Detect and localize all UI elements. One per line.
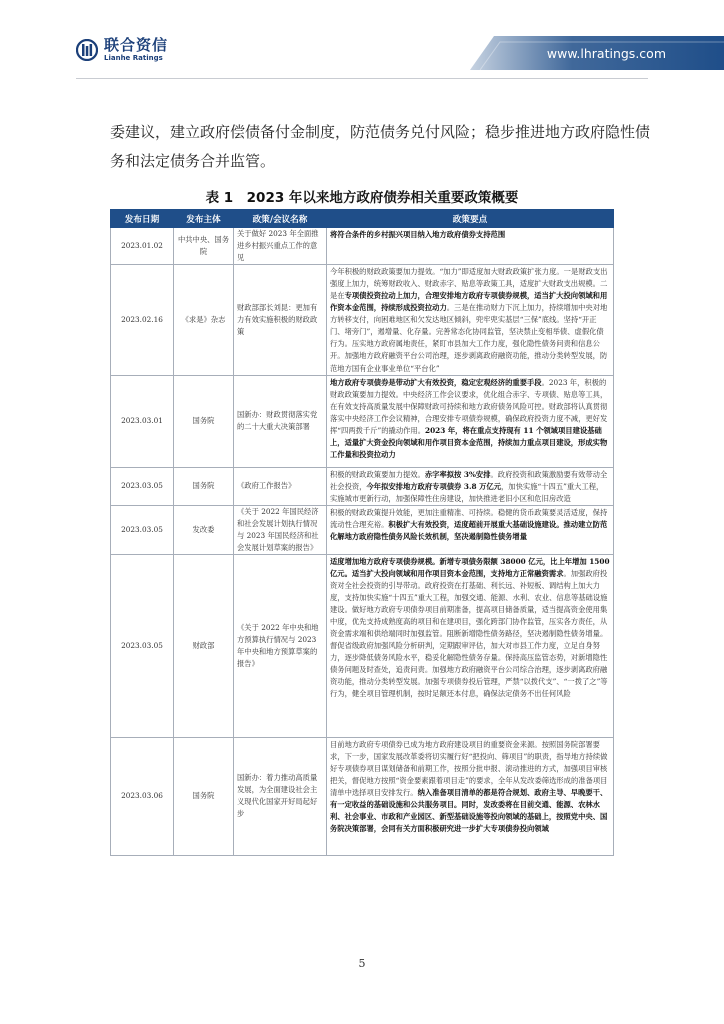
cell-policy-name: 《关于 2022 年国民经济和社会发展计划执行情况与 2023 年国民经济和社会发展计划草案的报告》 (234, 505, 327, 554)
cell-policy-name: 关于做好 2023 年全面推进乡村振兴重点工作的意见 (234, 228, 327, 265)
cell-policy-points (327, 375, 614, 467)
policy-point-bold: 地方政府专项债券是带动扩大有效投资，稳定宏观经济的重要手段 (330, 377, 542, 387)
cell-policy-points (327, 467, 614, 505)
policy-point-text: 。政府投资和政策激励要有效带动全社会投资， (330, 469, 608, 491)
cell-issuer: 国务院 (174, 737, 234, 855)
column-header-policy-points: 政策要点 (327, 210, 614, 228)
cell-date: 2023.03.05 (111, 467, 174, 505)
cell-date: 2023.03.05 (111, 554, 174, 737)
cell-policy-name: 财政部部长刘昆：更加有力有效实施积极的财政政策 (234, 265, 327, 375)
policy-point-text: 积极的财政政策要加力提效。 (330, 469, 425, 479)
policy-point-text: 。2023 年，积极的财政政策要加力提效。中央经济工作会议要求，优化组合赤字、专项债、贴息等工具，在有效支持高质量发展中保障财政可持续和地方政府债务风险可控。财政部将认真贯彻落实中央经济工作会议精神，合理安排专项债券规模，确保政府投资力度不减，更好发挥“四两拨千斤”的撬动作用。 (330, 377, 608, 435)
column-header-date: 发布日期 (111, 210, 174, 228)
policy-point-text: 目前地方政府专项债券已成为地方政府建设项目的重要资金来源。按照国务院部署要求，下一步，国家发展改革委将切实履行好“把投向、筛项目”的职责，指导地方持续做好专项债券项目谋划储备和前期工作，按照分批申报、滚动推进的方式，加强项目审核把关，督促地方按照“资金要素跟着项目走”的要求，全年从发改委筛选形成的准备项目清单中选择项目安排发行。 (330, 739, 608, 798)
cell-issuer: 中共中央、国务院 (174, 228, 234, 265)
policy-point-bold: 积极扩大有效投资，适度超前开展重大基础设施建设。推动建立防范化解地方政府隐性债务风险长效机制，坚决遏制隐性债务增量 (330, 519, 608, 541)
policy-point-text: 积极的财政政策提升效能，更加注重精准、可持续。稳健的货币政策要灵活适度，保持流动性合理充裕。 (330, 507, 608, 529)
cell-policy-name: 国新办：着力推动高质量发展，为全面建设社会主义现代化国家开好局起好步 (234, 737, 327, 855)
column-header-issuer: 发布主体 (174, 210, 234, 228)
policy-point-bold: 专项债投资拉动上加力，合理安排地方政府专项债券规模，适当扩大投向领域和用作资本金范围，持续形成投资拉动力 (330, 291, 608, 313)
policy-point-bold: 今年拟安排地方政府专项债券 3.8 万亿元 (366, 481, 502, 491)
cell-policy-name: 《关于 2022 年中央和地方预算执行情况与 2023 年中央和地方预算草案的报告》 (234, 554, 327, 737)
table-row (111, 737, 614, 855)
table-row (111, 554, 614, 737)
intro-paragraph: 委建议，建立政府偿债备付金制度，防范债务兑付风险；稳步推进地方政府隐性债务和法定债务合并监管。 (110, 123, 651, 170)
table-row (111, 375, 614, 467)
table-row (111, 228, 614, 265)
cell-date: 2023.02.16 (111, 265, 174, 375)
cell-policy-points (327, 265, 614, 375)
cell-issuer: 发改委 (174, 505, 234, 554)
cell-issuer: 《求是》杂志 (174, 265, 234, 375)
cell-issuer: 国务院 (174, 467, 234, 505)
policy-point-text: ，加快实施“十四五”重大工程，实施城市更新行动，加强保障性住房建设，加快推进老旧小区和危旧房改造 (330, 481, 604, 503)
cell-policy-points (327, 505, 614, 554)
table-row (111, 467, 614, 505)
table-body (111, 228, 614, 856)
policy-point-text: 。三是在推动财力下沉上加力，持续增加中央对地方转移支付，向困难地区和欠发达地区倾斜，兜牢兜实基层“三保”底线。坚持“开正门、堵旁门”，遏增量、化存量。完善常态化协同监管，坚决禁止变相举债、虚假化债行为。压实地方政府属地责任，紧盯市县加大工作力度，强化隐性债务问责和信息公开。加强地方政府融资平台公司治理，逐步剥离政府融资功能，推动分类转型发展，防范地方国有企业事业单位“平台化” (330, 303, 608, 373)
logo-chinese-name: 联合资信 (104, 36, 169, 54)
column-header-policy-name: 政策/会议名称 (234, 210, 327, 228)
policy-point-text: 今年积极的财政政策要加力提效。“加力”即适度加大财政政策扩张力度。一是财政支出强度上加力，统筹财政收入、财政赤字、贴息等政策工具，适度扩大财政支出规模。二是在 (330, 267, 608, 301)
cell-policy-name: 《政府工作报告》 (234, 467, 327, 505)
policy-table-wrapper (110, 209, 613, 856)
website-url[interactable]: www.lhratings.com (546, 46, 666, 61)
header-divider (76, 78, 648, 79)
page-number: 5 (358, 957, 366, 970)
logo-mark-icon (76, 39, 98, 61)
cell-policy-name: 国新办：财政贯彻落实党的二十大重大决策部署 (234, 375, 327, 467)
cell-policy-points (327, 737, 614, 855)
cell-policy-points (327, 554, 614, 737)
policy-point-bold: 2023 年，将在重点支持现有 11 个领域项目建设基础上，适量扩大资金投向领域和用作项目资本金范围，持续加力重点项目建设，形成实物工作量和投资拉动力 (330, 425, 608, 459)
table-row (111, 505, 614, 554)
table-caption: 表 1 2023 年以来地方政府债券相关重要政策概要 (205, 190, 519, 206)
cell-date: 2023.03.01 (111, 375, 174, 467)
policy-point-bold: 纳入准备项目清单的都是符合规划、政府主导、早晚要干、有一定收益的基础设施和公共服务项目。同时，发改委将在目前交通、能源、农林水利、社会事业、市政和产业园区、新型基础设施等投向领域的基础上，按照党中央、国务院决策部署，会同有关方面积极研究进一步扩大专项债券投向领域 (330, 788, 608, 834)
cell-issuer: 财政部 (174, 554, 234, 737)
policy-point-bold: 赤字率拟按 3%安排 (424, 469, 491, 479)
company-logo (76, 38, 168, 62)
cell-date: 2023.03.05 (111, 505, 174, 554)
policy-point-bold: 将符合条件的乡村振兴项目纳入地方政府债券支持范围 (330, 230, 506, 239)
cell-issuer: 国务院 (174, 375, 234, 467)
policy-table (110, 209, 614, 856)
logo-english-name: Lianhe Ratings (104, 54, 163, 62)
cell-date: 2023.01.02 (111, 228, 174, 265)
table-header-row (111, 210, 614, 228)
policy-point-text: 。加强政府投资对全社会投资的引导带动。政府投资在打基础、利长远、补短板、调结构上加大力度，支持加快实施“十四五”重大工程，加强交通、能源、水利、农业、信息等基础设施建设。做好地方政府专项债券项目前期准备，提高项目储备质量，适当提高资金使用集中度，优先支持成熟度高的项目和在建项目，强化跨部门协作监管，压实各方责任，从资金需求端和供给端同时加强监管。阻断新增隐性债务路径，坚决遏制隐性债务增量。督促省级政府加强风险分析研判，定期跟审评估，加大对市县工作力度，立足自身努力，逐步降低债务风险水平，稳妥化解隐性债务存量。保持高压监管态势，对新增隐性债务问题及时查处，追责问责。加强地方政府融资平台公司综合治理，逐步剥离政府融资功能，推动分类转型发展。加强专项债券投后管理，严禁“以拨代支”、“一拨了之”等行为，健全项目管理机制，按时足额还本付息，确保法定债务不出任何风险 (330, 568, 608, 699)
policy-point-bold: 适度增加地方政府专项债券规模。新增专项债务限额 38000 亿元，比上年增加 1500 亿元。适当扩大投向领域和用作项目资本金范围，支持地方正常融资需求 (330, 556, 610, 578)
page-header (0, 0, 724, 86)
table-row (111, 265, 614, 375)
cell-policy-points (327, 228, 614, 265)
cell-date: 2023.03.06 (111, 737, 174, 855)
